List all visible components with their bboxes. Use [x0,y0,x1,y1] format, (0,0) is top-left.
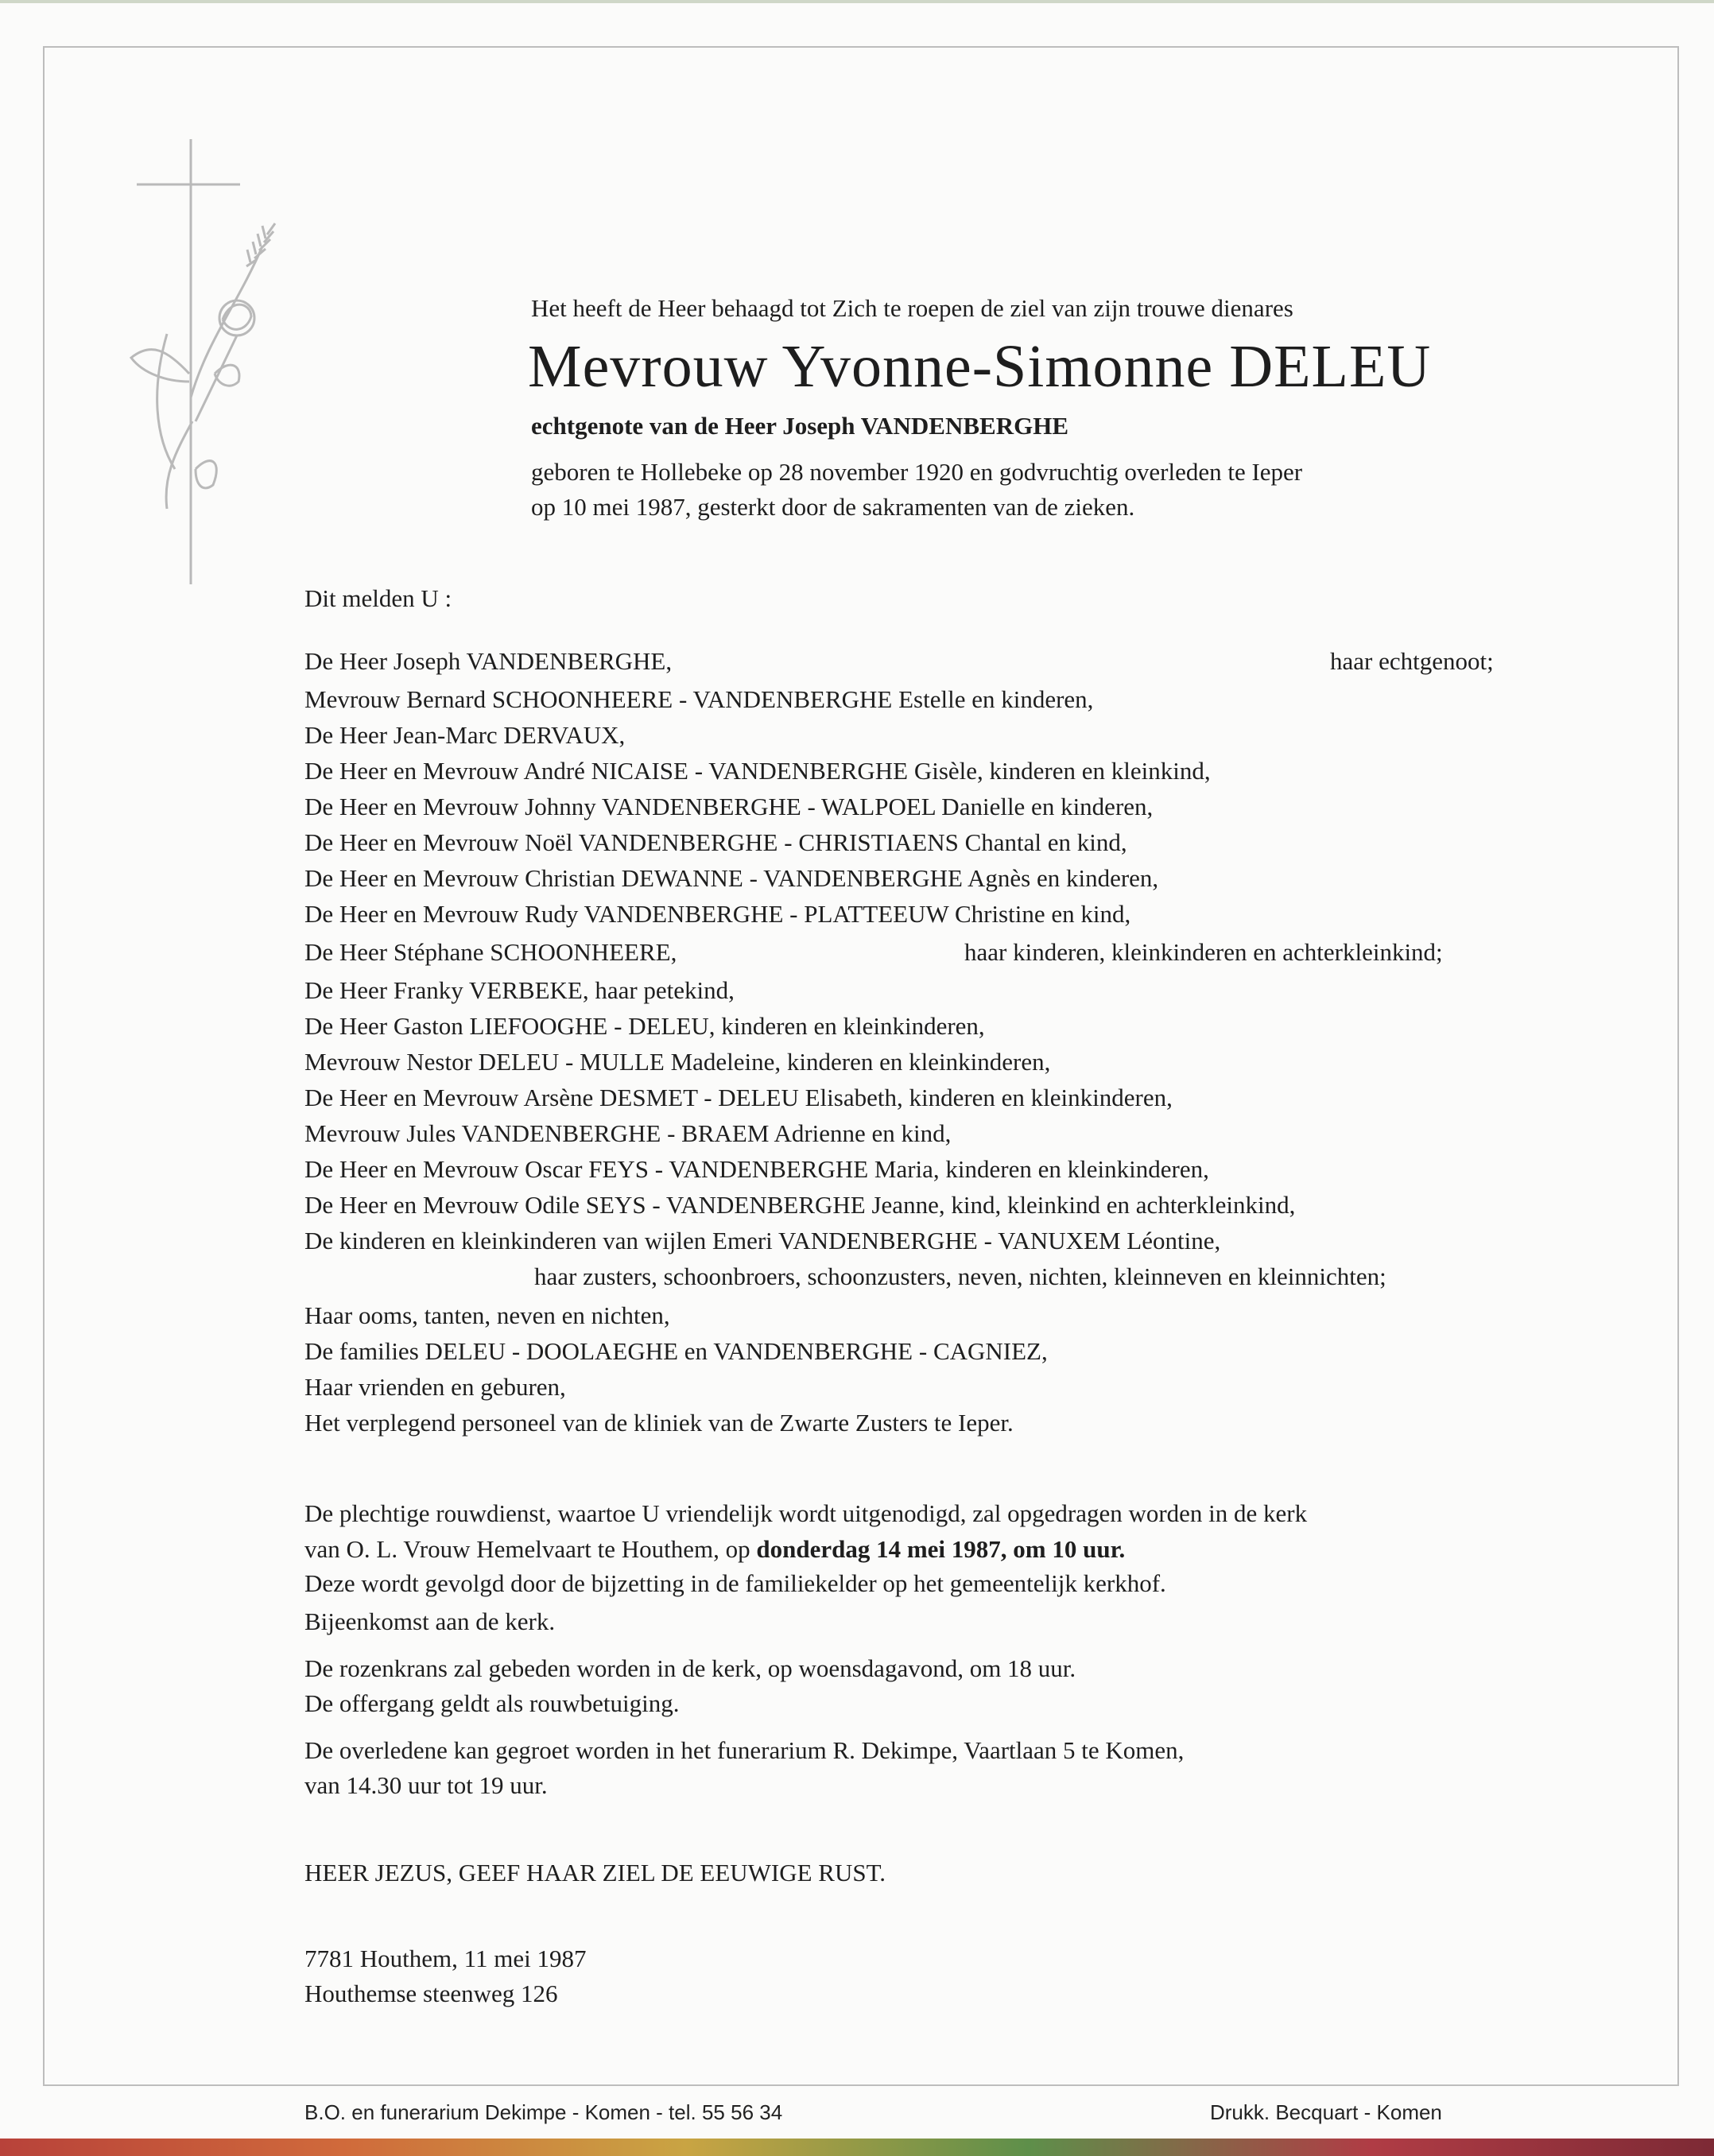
family-line: De Heer Stéphane SCHOONHEERE, [304,938,677,966]
family-line: De Heer en Mevrouw Rudy VANDENBERGHE - PLATTEEUW Christine en kind, [304,900,1131,928]
page-bottom-strip [0,2139,1714,2156]
family-line: De Heer en Mevrouw Arsène DESMET - DELEU Elisabeth, kinderen en kleinkinderen, [304,1084,1173,1111]
intro-text: Het heeft de Heer behaagd tot Zich te roepen de ziel van zijn trouwe dienares [531,294,1293,322]
cross-rose-wheat-icon [119,135,310,588]
address-line: 7781 Houthem, 11 mei 1987 [304,1945,587,1972]
address-line: Houthemse steenweg 126 [304,1980,558,2007]
family-role: haar kinderen, kleinkinderen en achterkleinkind; [964,938,1443,966]
family-line: De Heer Joseph VANDENBERGHE, [304,647,673,675]
birth-line: op 10 mei 1987, gesterkt door de sakramenten van de zieken. [531,493,1135,521]
ceremony-line: De offergang geldt als rouwbetuiging. [304,1689,680,1717]
family-line: De Heer en Mevrouw André NICAISE - VANDENBERGHE Gisèle, kinderen en kleinkind, [304,757,1211,785]
family-role: haar zusters, schoonbroers, schoonzusters, neven, nichten, kleinneven en kleinnichten; [534,1262,1386,1290]
ceremony-line: De rozenkrans zal gebeden worden in de kerk, op woensdagavond, om 18 uur. [304,1654,1076,1682]
family-line: De Heer Jean-Marc DERVAUX, [304,721,626,749]
family-line: Haar vrienden en geburen, [304,1373,566,1401]
family-line: De Heer Franky VERBEKE, haar petekind, [304,976,735,1004]
family-line: De families DELEU - DOOLAEGHE en VANDENBERGHE - CAGNIEZ, [304,1337,1048,1365]
ceremony-line: van 14.30 uur tot 19 uur. [304,1771,548,1799]
page-top-edge [0,0,1714,3]
family-line: De kinderen en kleinkinderen van wijlen Emeri VANDENBERGHE - VANUXEM Léontine, [304,1227,1221,1254]
family-line: Mevrouw Jules VANDENBERGHE - BRAEM Adrienne en kind, [304,1119,952,1147]
family-line: De Heer en Mevrouw Christian DEWANNE - VANDENBERGHE Agnès en kinderen, [304,864,1159,892]
footer-printer: Drukk. Becquart - Komen [1210,2100,1442,2124]
birth-line: geboren te Hollebeke op 28 november 1920 en godvruchtig overleden te Ieper [531,458,1303,486]
family-line: Haar ooms, tanten, neven en nichten, [304,1301,670,1329]
family-line: Mevrouw Nestor DELEU - MULLE Madeleine, kinderen en kleinkinderen, [304,1048,1051,1076]
prayer-line: HEER JEZUS, GEEF HAAR ZIEL DE EEUWIGE RUST. [304,1859,886,1887]
announce-label: Dit melden U : [304,584,452,612]
ceremony-place: van O. L. Vrouw Hemelvaart te Houthem, op [304,1535,757,1563]
family-role: haar echtgenoot; [1330,647,1494,675]
spouse-line: echtgenote van de Heer Joseph VANDENBERGHE [531,412,1068,440]
family-line: De Heer en Mevrouw Oscar FEYS - VANDENBERGHE Maria, kinderen en kleinkinderen, [304,1155,1209,1183]
ceremony-line [304,1535,1125,1564]
family-line: De Heer Gaston LIEFOOGHE - DELEU, kinderen en kleinkinderen, [304,1012,985,1040]
ceremony-line: De plechtige rouwdienst, waartoe U vriendelijk wordt uitgenodigd, zal opgedragen worden in de kerk [304,1499,1308,1527]
family-line: De Heer en Mevrouw Odile SEYS - VANDENBERGHE Jeanne, kind, kleinkind en achterkleinkind, [304,1191,1296,1219]
family-line: De Heer en Mevrouw Noël VANDENBERGHE - CHRISTIAENS Chantal en kind, [304,828,1127,856]
ceremony-line: Deze wordt gevolgd door de bijzetting in de familiekelder op het gemeentelijk kerkhof. [304,1569,1166,1597]
footer-funeral-home: B.O. en funerarium Dekimpe - Komen - tel. 55 56 34 [304,2100,783,2124]
ceremony-date: donderdag 14 mei 1987, om 10 uur. [756,1535,1126,1563]
family-line: Het verplegend personeel van de kliniek van de Zwarte Zusters te Ieper. [304,1409,1014,1437]
family-line: Mevrouw Bernard SCHOONHEERE - VANDENBERGHE Estelle en kinderen, [304,685,1094,713]
deceased-name: Mevrouw Yvonne-Simonne DELEU [528,333,1432,400]
ceremony-line: De overledene kan gegroet worden in het funerarium R. Dekimpe, Vaartlaan 5 te Komen, [304,1736,1185,1764]
family-line: De Heer en Mevrouw Johnny VANDENBERGHE - WALPOEL Danielle en kinderen, [304,793,1154,820]
ceremony-line: Bijeenkomst aan de kerk. [304,1607,556,1635]
